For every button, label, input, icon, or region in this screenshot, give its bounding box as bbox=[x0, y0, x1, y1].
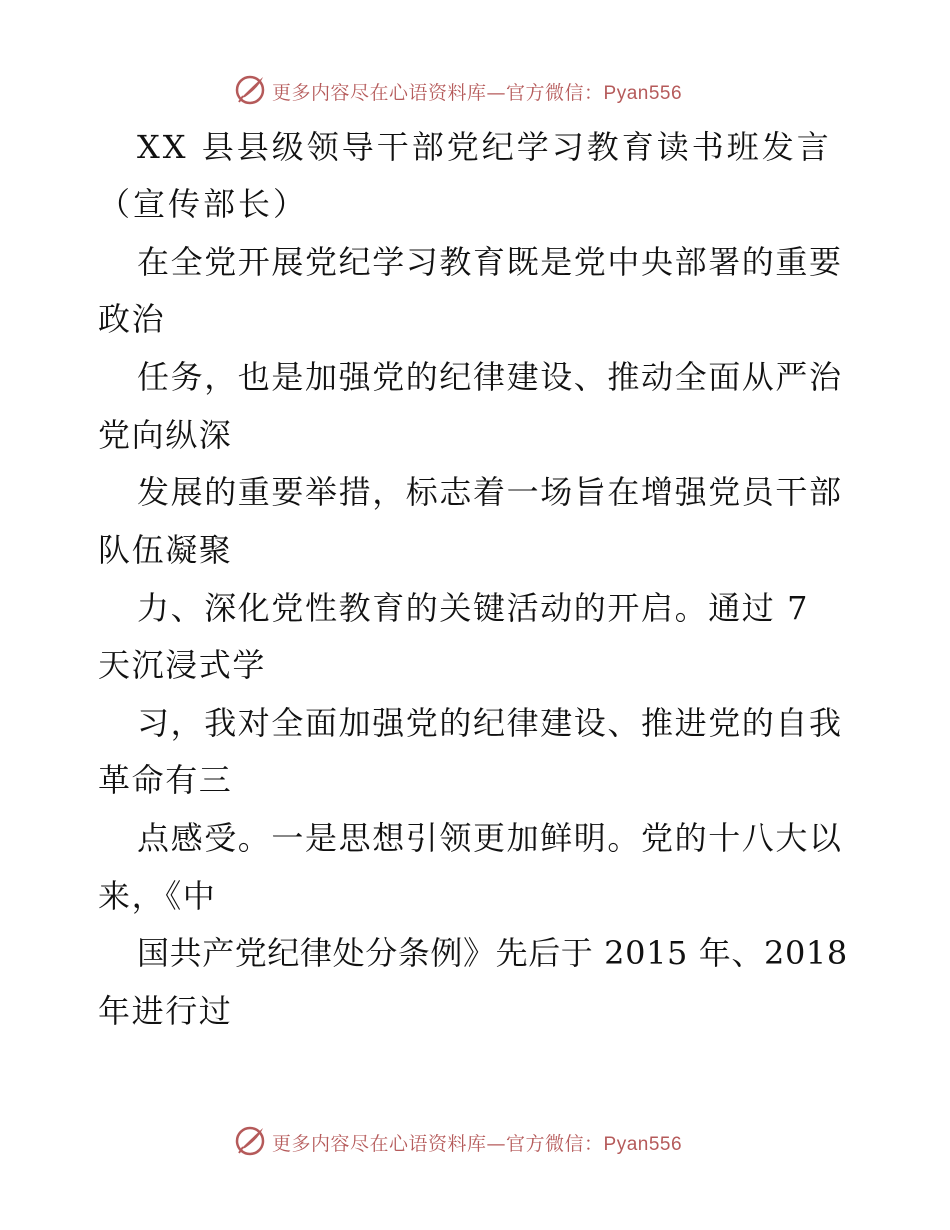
banner-text bbox=[272, 1129, 682, 1156]
header-banner bbox=[0, 72, 950, 106]
paragraph-line: 力、深化党性教育的关键活动的开启。通过 7 bbox=[137, 589, 810, 627]
banner-label: 更多内容尽在心语资料库—官方微信： bbox=[272, 82, 604, 104]
quill-logo-icon bbox=[233, 1123, 269, 1157]
paragraph-line: 在全党开展党纪学习教育既是党中央部署的重要 bbox=[137, 243, 843, 281]
footer-banner bbox=[0, 1123, 950, 1157]
banner-label: 更多内容尽在心语资料库—官方微信： bbox=[272, 1133, 604, 1155]
banner-wechat-id: Pyan556 bbox=[603, 83, 683, 104]
paragraph-line: 政治 bbox=[98, 300, 166, 338]
banner-wechat-id: Pyan556 bbox=[603, 1134, 683, 1155]
banner-text bbox=[272, 78, 682, 105]
paragraph-line: 发展的重要举措，标志着一场旨在增强党员干部 bbox=[137, 473, 843, 511]
paragraph-line: 革命有三 bbox=[98, 761, 233, 799]
document-subtitle: （宣传部长） bbox=[98, 185, 309, 223]
paragraph-line: 习，我对全面加强党的纪律建设、推进党的自我 bbox=[137, 704, 843, 742]
paragraph-line: 队伍凝聚 bbox=[98, 531, 233, 569]
document-title: XX 县县级领导干部党纪学习教育读书班发言 bbox=[137, 128, 832, 166]
paragraph-line: 任务，也是加强党的纪律建设、推动全面从严治 bbox=[137, 358, 843, 396]
paragraph-line: 来，《中 bbox=[98, 877, 217, 915]
paragraph-line: 党向纵深 bbox=[98, 416, 233, 454]
paragraph-line: 年进行过 bbox=[98, 992, 233, 1030]
paragraph-line: 天沉浸式学 bbox=[98, 646, 267, 684]
paragraph-line: 国共产党纪律处分条例》先后于 2015 年、2018 bbox=[137, 934, 848, 972]
quill-logo-icon bbox=[233, 72, 269, 106]
paragraph-line: 点感受。一是思想引领更加鲜明。党的十八大以 bbox=[137, 819, 843, 857]
